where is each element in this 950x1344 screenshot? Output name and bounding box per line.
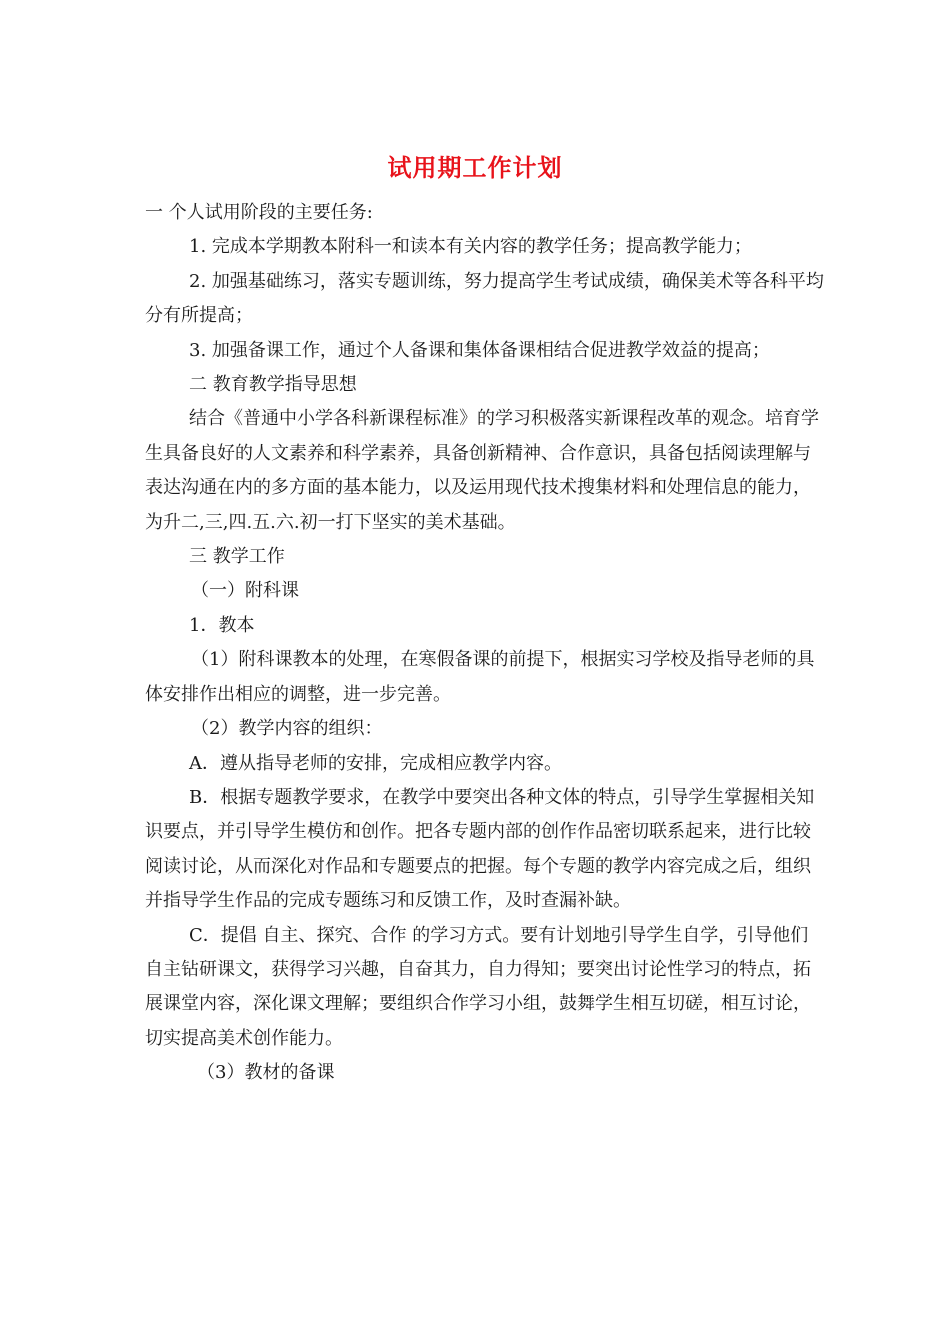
paragraph-point-a: A．遵从指导老师的安排，完成相应教学内容。 xyxy=(189,752,562,774)
paragraph-subsection-1: （一）附科课 xyxy=(191,580,299,602)
paragraph-point-b: B．根据专题教学要求，在教学中要突出各种文体的特点，引导学生掌握相关知识要点，并引导学生模仿和创作。把各专题内部的创作作品密切联系起来，进行比较阅读讨论，从而深化对作品和专题要点的把握。每个专题的教学内容完成之后，组织并指导学生作品的完成专题练习和反馈工作，及时查漏补缺。 xyxy=(145,786,815,912)
paragraph-textbook-heading: 1．教本 xyxy=(189,614,255,636)
document-title: 试用期工作计划 xyxy=(387,153,563,182)
document-body xyxy=(145,196,825,1091)
paragraph-section-2-heading: 二 教育教学指导思想 xyxy=(189,374,357,396)
paragraph-task-2: 2. 加强基础练习，落实专题训练，努力提高学生考试成绩，确保美术等各科平均分有所提高； xyxy=(145,270,824,327)
paragraph-point-c: C．提倡 自主、探究、合作 的学习方式。要有计划地引导学生自学，引导他们自主钻研课文，获得学习兴趣，自奋其力，自力得知；要突出讨论性学习的特点，拓展课堂内容，深化课文理解；要组织合作学习小组，鼓舞学生相互切磋，相互讨论，切实提高美术创作能力。 xyxy=(145,924,811,1049)
paragraph-item-3: （3）教材的备课 xyxy=(197,1062,335,1084)
paragraph-guiding-thought: 结合《普通中小学各科新课程标准》的学习积极落实新课程改革的观念。培育学生具备良好的人文素养和科学素养，具备创新精神、合作意识，具备包括阅读理解与表达沟通在内的多方面的基本能力，以及运用现代技术搜集材料和处理信息的能力，为升二,三,四.五.六.初一打下坚实的美术基础。 xyxy=(145,408,819,533)
paragraph-item-1: （1）附科课教本的处理，在寒假备课的前提下，根据实习学校及指导老师的具体安排作出相应的调整，进一步完善。 xyxy=(145,649,815,705)
paragraph-task-3: 3. 加强备课工作，通过个人备课和集体备课相结合促进教学效益的提高； xyxy=(189,339,770,361)
paragraph-section-1-heading: 一 个人试用阶段的主要任务: xyxy=(145,202,373,223)
paragraph-section-3-heading: 三 教学工作 xyxy=(189,546,285,568)
paragraph-item-2: （2）教学内容的组织： xyxy=(191,718,383,740)
paragraph-task-1: 1. 完成本学期教本附科一和读本有关内容的教学任务；提高教学能力； xyxy=(189,236,752,258)
